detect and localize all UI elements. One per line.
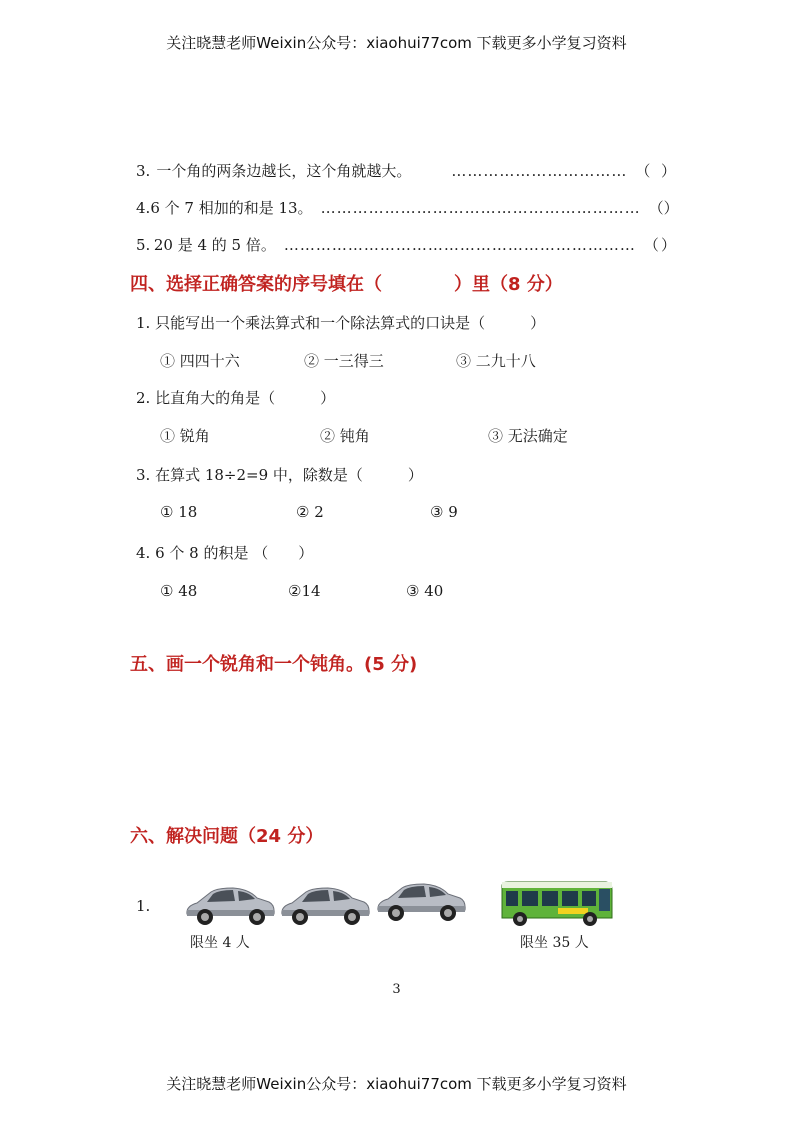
tf-num: 3. [136, 161, 151, 180]
question-3: 3. 在算式 18÷2=9 中，除数是（ ） [136, 466, 423, 484]
answer-paren[interactable] [635, 160, 676, 181]
paren-close: ） [663, 199, 679, 217]
option-1-1[interactable]: ① 四四十六 [160, 352, 240, 370]
car-icon [374, 880, 468, 926]
paren-close: ） [660, 162, 676, 180]
option-2-3[interactable]: ③ 无法确定 [488, 427, 568, 445]
car-icon [183, 884, 277, 930]
tf-text: 6 个 7 相加的和是 13。 [150, 199, 313, 217]
answer-paren[interactable] [644, 234, 676, 255]
drawing-area[interactable] [130, 690, 670, 810]
paren-close: ） [660, 236, 676, 254]
paren-open: （ [648, 199, 664, 217]
option-4-2[interactable]: ②14 [288, 582, 321, 600]
section-6-title: 六、解决问题（24 分） [130, 826, 324, 847]
question-2: 2. 比直角大的角是（ ） [136, 389, 336, 407]
tf-dots: …………………………… [451, 161, 628, 180]
option-4-1[interactable]: ① 48 [160, 582, 198, 600]
option-3-1[interactable]: ① 18 [160, 503, 198, 521]
option-1-2[interactable]: ② 一三得三 [304, 352, 384, 370]
bus-icon [498, 880, 614, 928]
section-5-title: 五、画一个锐角和一个钝角。(5 分) [130, 654, 418, 675]
option-2-1[interactable]: ① 锐角 [160, 427, 210, 445]
option-3-2[interactable]: ② 2 [296, 503, 324, 521]
bus-caption: 限坐 35 人 [520, 935, 589, 951]
section-4-title: 四、选择正确答案的序号填在（ ）里（8 分） [130, 274, 563, 295]
paren-open: （ [643, 236, 659, 254]
option-2-2[interactable]: ② 钝角 [320, 427, 370, 445]
option-4-3[interactable]: ③ 40 [406, 582, 444, 600]
tf-text: 20 是 4 的 5 倍。 [153, 236, 276, 254]
page-number: 3 [392, 982, 401, 997]
problem-1-num: 1. [136, 897, 151, 915]
tf-num: 5. [136, 235, 151, 254]
car-caption: 限坐 4 人 [190, 935, 250, 951]
question-1: 1. 只能写出一个乘法算式和一个除法算式的口诀是（ ） [136, 314, 546, 332]
option-3-3[interactable]: ③ 9 [430, 503, 458, 521]
tf-item-4 [136, 197, 679, 218]
answer-paren[interactable] [649, 197, 679, 218]
header-banner: 关注晓慧老师Weixin公众号：xiaohui77com 下载更多小学复习资料 [166, 34, 627, 52]
car-icon [278, 884, 372, 930]
tf-item-5 [136, 234, 676, 255]
question-4: 4. 6 个 8 的积是 （ ） [136, 544, 314, 562]
footer-banner: 关注晓慧老师Weixin公众号：xiaohui77com 下载更多小学复习资料 [166, 1075, 627, 1093]
tf-item-3 [136, 160, 676, 181]
tf-dots: ………………………………………………………… [283, 235, 636, 254]
tf-text: 一个角的两条边越长，这个角就越大。 [156, 162, 412, 180]
option-1-3[interactable]: ③ 二九十八 [456, 352, 536, 370]
tf-num: 4. [136, 198, 151, 217]
tf-dots: …………………………………………………… [320, 198, 641, 217]
paren-open: （ [635, 162, 651, 180]
